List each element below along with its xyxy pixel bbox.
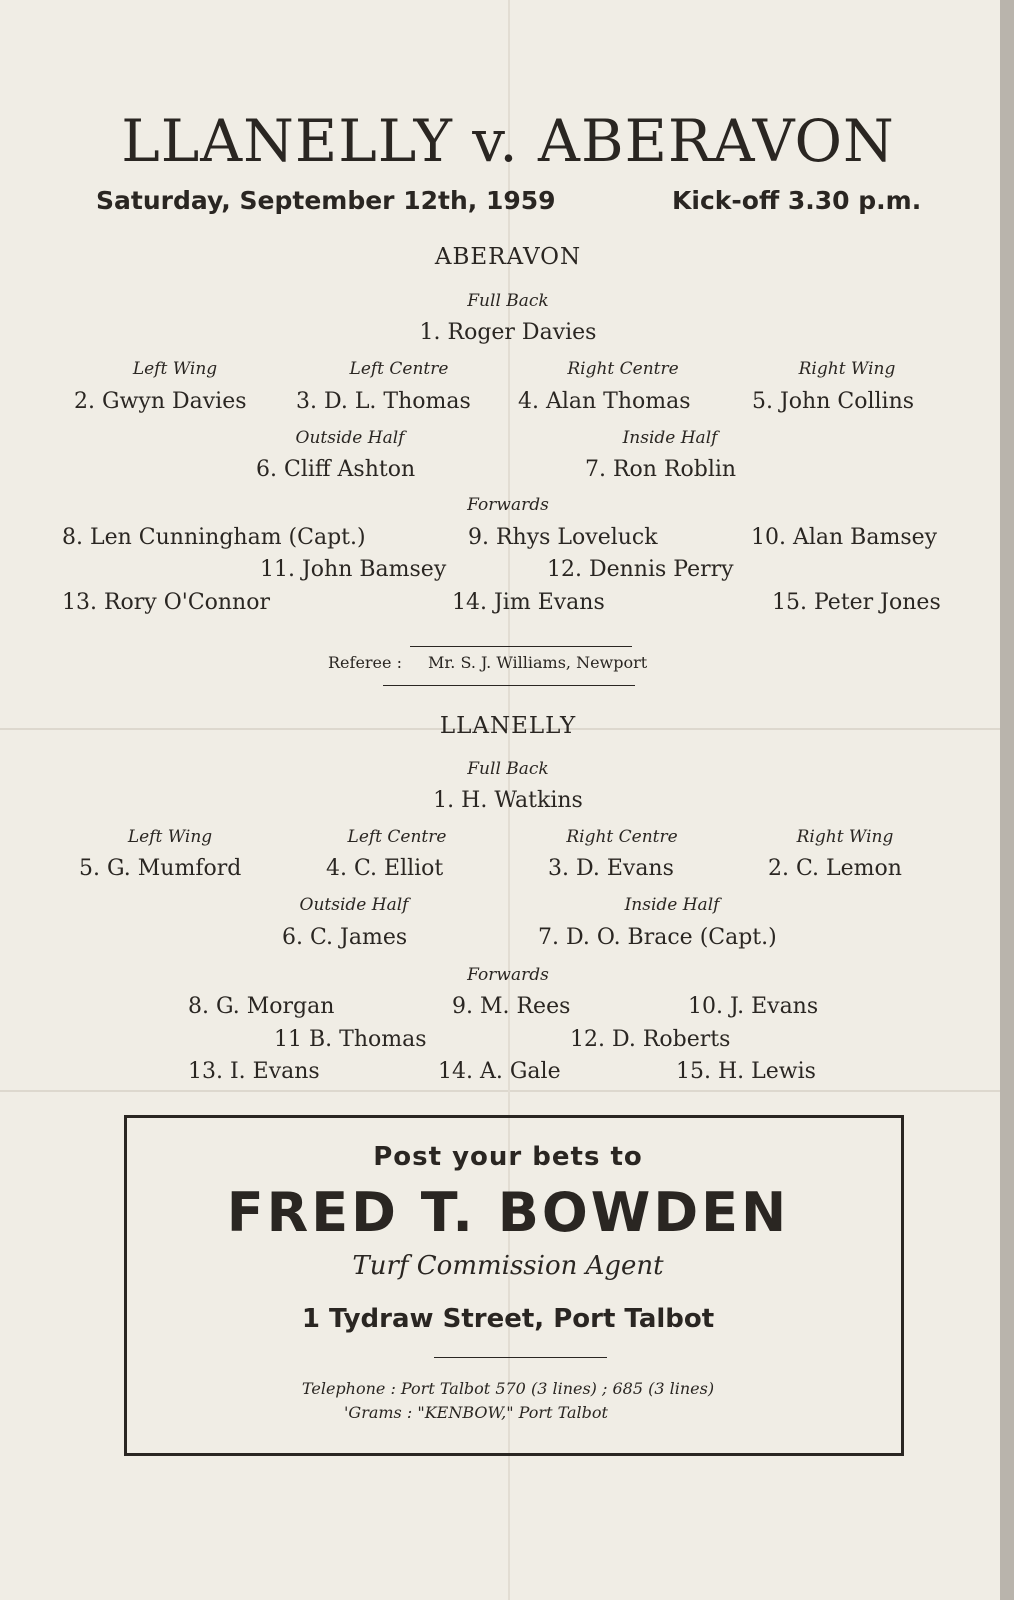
position-label: Left Centre	[349, 359, 449, 379]
player: 8. G. Morgan	[188, 994, 335, 1019]
player: 5. John Collins	[752, 389, 915, 414]
divider	[410, 646, 632, 647]
position-label: Full Back	[467, 759, 549, 779]
player: 15. Peter Jones	[772, 590, 941, 615]
fold-crease	[0, 1090, 1000, 1092]
position-label: Outside Half	[299, 895, 409, 915]
position-label: Full Back	[467, 291, 549, 311]
position-label: Inside Half	[622, 428, 718, 448]
divider	[383, 685, 635, 686]
kickoff-time: Kick-off 3.30 p.m.	[672, 186, 922, 215]
match-title: LLANELLY v. ABERAVON	[121, 107, 895, 175]
player: 3. D. L. Thomas	[296, 389, 471, 414]
player: 15. H. Lewis	[676, 1059, 816, 1084]
position-label: Outside Half	[295, 428, 405, 448]
player: 1. H. Watkins	[433, 788, 583, 813]
player: 2. Gwyn Davies	[74, 389, 247, 414]
advert-telephone: Telephone : Port Talbot 570 (3 lines) ; 685 (3 lines)	[301, 1379, 715, 1398]
team-name-aberavon: ABERAVON	[434, 244, 582, 270]
position-label: Inside Half	[624, 895, 720, 915]
advert-tagline: Post your bets to	[373, 1142, 643, 1172]
match-date: Saturday, September 12th, 1959	[96, 186, 556, 215]
player: 1. Roger Davies	[419, 320, 597, 345]
position-label: Left Wing	[132, 359, 218, 379]
player: 8. Len Cunningham (Capt.)	[62, 525, 366, 550]
player: 14. Jim Evans	[452, 590, 605, 615]
player: 4. Alan Thomas	[518, 389, 691, 414]
advert-role: Turf Commission Agent	[352, 1251, 664, 1281]
player: 12. Dennis Perry	[547, 557, 734, 582]
player: 11 B. Thomas	[274, 1027, 427, 1052]
player: 4. C. Elliot	[326, 856, 444, 881]
player: 6. C. James	[282, 925, 408, 950]
position-label: Right Wing	[796, 827, 894, 847]
position-label: Forwards	[467, 965, 549, 985]
player: 9. M. Rees	[452, 994, 571, 1019]
player: 7. D. O. Brace (Capt.)	[538, 925, 777, 950]
player: 10. J. Evans	[688, 994, 819, 1019]
advert-telegrams: 'Grams : "KENBOW," Port Talbot	[344, 1403, 608, 1422]
player: 13. I. Evans	[188, 1059, 320, 1084]
position-label: Forwards	[467, 495, 549, 515]
player: 10. Alan Bamsey	[751, 525, 938, 550]
player: 12. D. Roberts	[570, 1027, 731, 1052]
divider	[434, 1357, 607, 1358]
position-label: Right Wing	[798, 359, 896, 379]
player: 9. Rhys Loveluck	[468, 525, 658, 550]
player: 14. A. Gale	[438, 1059, 561, 1084]
referee-label: Referee :	[328, 653, 402, 672]
player: 3. D. Evans	[548, 856, 674, 881]
position-label: Right Centre	[567, 359, 679, 379]
player: 2. C. Lemon	[768, 856, 902, 881]
advert-name: FRED T. BOWDEN	[226, 1181, 790, 1244]
player: 6. Cliff Ashton	[256, 457, 416, 482]
advert-address: 1 Tydraw Street, Port Talbot	[301, 1304, 715, 1334]
player: 11. John Bamsey	[260, 557, 447, 582]
referee-name: Mr. S. J. Williams, Newport	[428, 653, 648, 672]
player: 13. Rory O'Connor	[62, 590, 270, 615]
player: 7. Ron Roblin	[585, 457, 737, 482]
position-label: Right Centre	[566, 827, 678, 847]
team-name-llanelly: LLANELLY	[439, 713, 577, 739]
position-label: Left Centre	[347, 827, 447, 847]
position-label: Left Wing	[127, 827, 213, 847]
player: 5. G. Mumford	[79, 856, 242, 881]
